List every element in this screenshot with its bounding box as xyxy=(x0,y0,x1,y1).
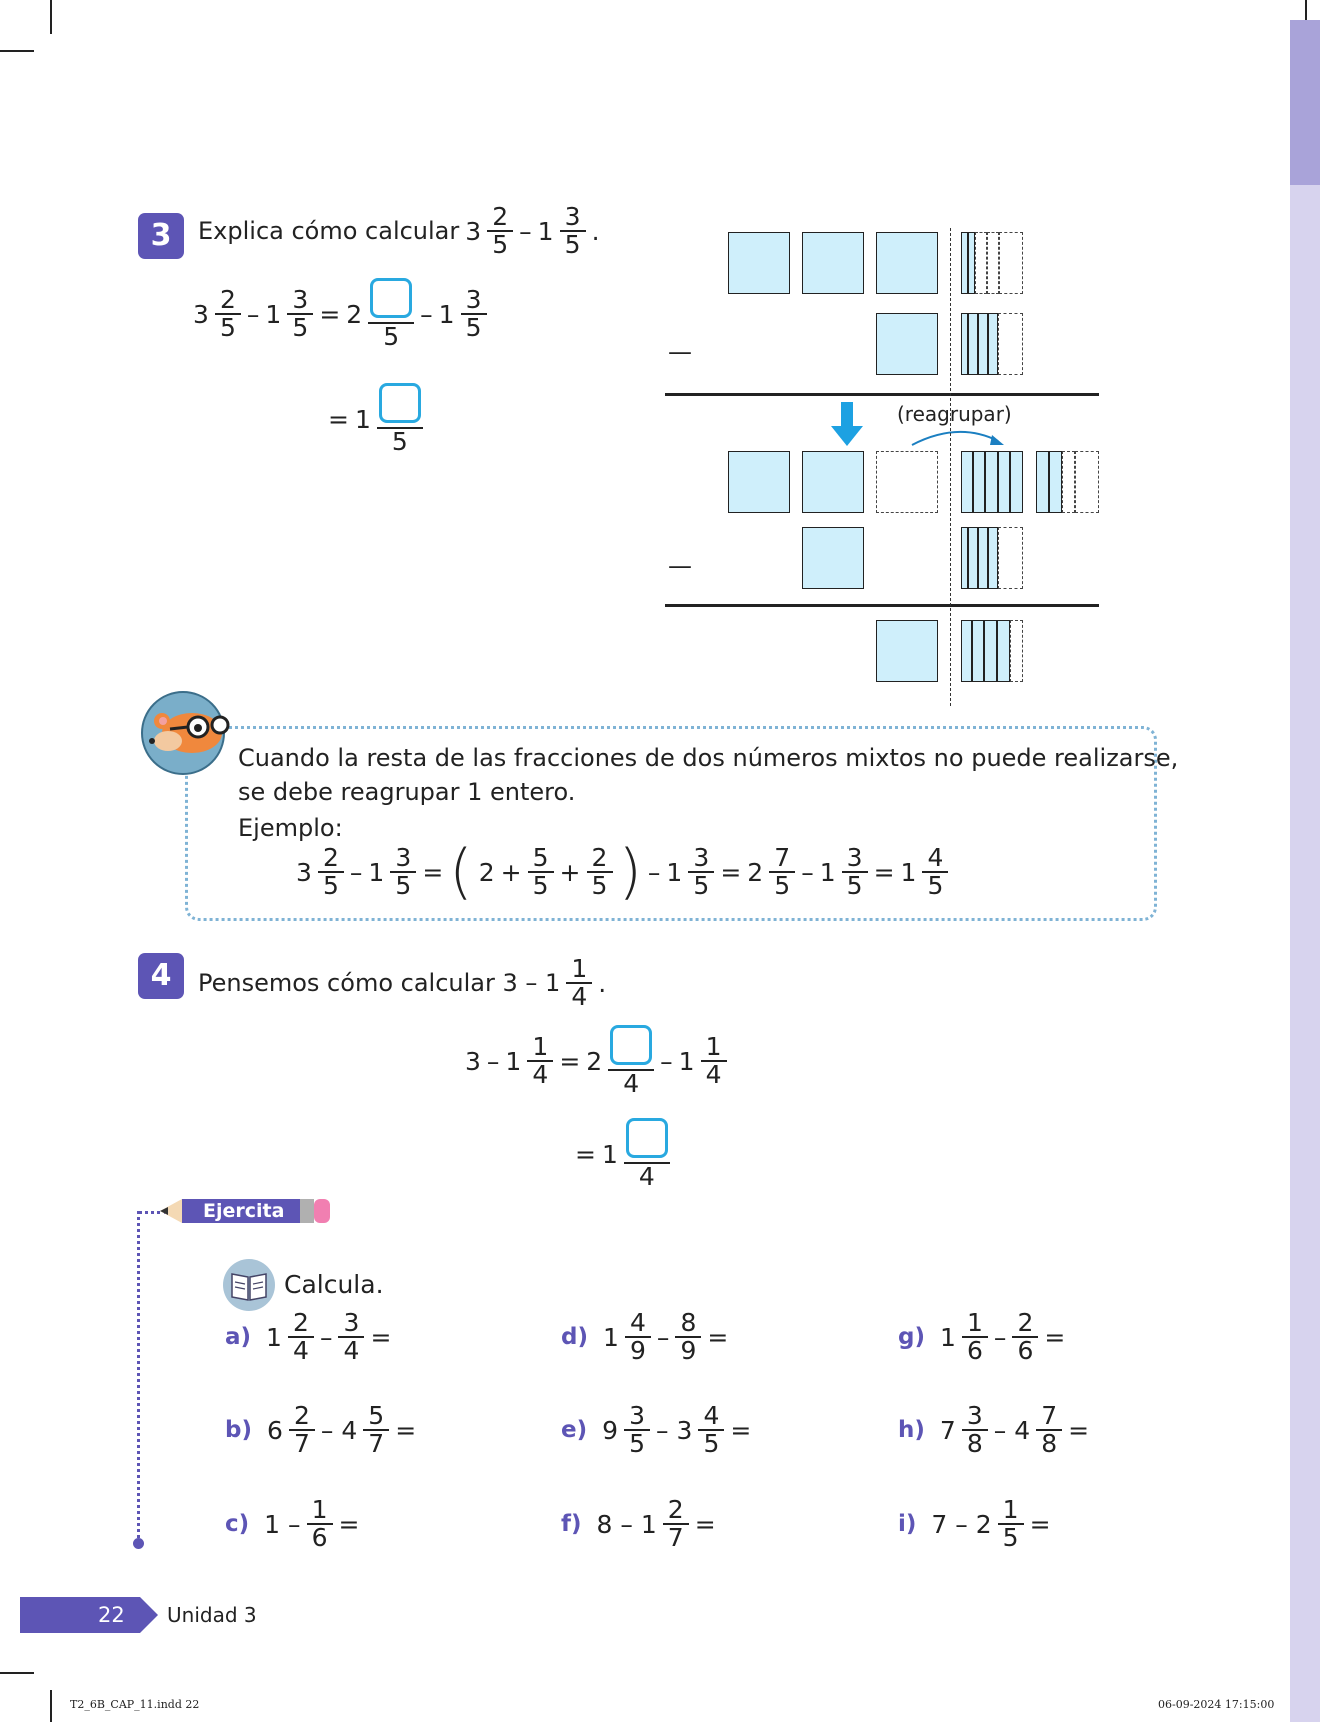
calcula-instruction: Calcula. xyxy=(284,1270,384,1299)
exercise-item: d) 1 $\frac{4}{9}$ – $\frac{8}{9}$ = xyxy=(561,1308,729,1366)
fifth-strip xyxy=(988,527,998,589)
page-number-tab-arrow xyxy=(140,1597,158,1633)
answer-box[interactable] xyxy=(379,383,421,423)
empty-fifth-strip xyxy=(975,232,987,294)
file-info: T2_6B_CAP_11.indd 22 xyxy=(70,1698,200,1711)
empty-fifth-strip xyxy=(1075,451,1099,513)
fifth-strip xyxy=(984,620,997,682)
whole-square xyxy=(728,451,790,513)
fifth-strip xyxy=(961,232,968,294)
fifth-strip xyxy=(1036,451,1049,513)
crop-mark xyxy=(0,1672,34,1674)
open-parenthesis: ( xyxy=(449,837,473,907)
tip-example-label: Ejemplo: xyxy=(238,814,343,842)
reagrupar-label: (reagrupar) xyxy=(897,402,1012,426)
page-side-band-tab xyxy=(1290,20,1320,185)
regrouped-whole-outline xyxy=(876,451,938,513)
whole-square xyxy=(876,232,938,294)
fifth-strip xyxy=(968,527,978,589)
unit-label: Unidad 3 xyxy=(167,1603,257,1627)
problem-4-badge: 4 xyxy=(138,953,184,999)
fifth-strip xyxy=(978,313,988,375)
notebook-icon xyxy=(222,1258,276,1312)
answer-box[interactable] xyxy=(610,1025,652,1065)
empty-fifth-strip xyxy=(999,232,1023,294)
diagram-divider-line xyxy=(665,604,1099,607)
fifth-strip xyxy=(961,451,973,513)
empty-fifth-strip xyxy=(1010,620,1023,682)
whole-square xyxy=(802,232,864,294)
ejercita-tag: Ejercita xyxy=(203,1200,285,1222)
whole-fraction-separator xyxy=(950,228,951,706)
mascot-icon xyxy=(140,689,232,777)
page-number: 22 xyxy=(98,1603,125,1627)
exercise-item: h) 7 $\frac{3}{8}$ – 4 $\frac{7}{8}$ = xyxy=(898,1401,1090,1459)
answer-box[interactable] xyxy=(626,1118,668,1158)
exercise-item: e) 9 $\frac{3}{5}$ – 3 $\frac{4}{5}$ = xyxy=(561,1401,752,1459)
problem-4-equation-line-2: = 1 4 xyxy=(572,1118,673,1190)
fifth-strip xyxy=(985,451,998,513)
ejercita-dotted-line xyxy=(137,1211,140,1544)
ejercita-line-end-dot xyxy=(133,1538,144,1549)
problem-3-badge: 3 xyxy=(138,213,184,259)
fifth-strip xyxy=(973,451,985,513)
minus-sign: — xyxy=(668,552,692,580)
problem-3-title: Explica cómo calcular 3 $\frac{2}{5}$ – 1 $\frac{3}{5}$ . xyxy=(198,202,600,260)
exercise-item: a) 1 $\frac{2}{4}$ – $\frac{3}{4}$ = xyxy=(225,1308,392,1366)
empty-fifth-strip xyxy=(998,313,1023,375)
fifth-strip xyxy=(997,620,1010,682)
exercise-item: i) 7 – 2 $\frac{1}{5}$ = xyxy=(898,1495,1051,1553)
fifth-strip xyxy=(961,620,972,682)
crop-mark xyxy=(50,0,52,34)
crop-mark xyxy=(0,50,34,52)
page-side-band xyxy=(1290,20,1320,1722)
fifth-strip xyxy=(972,620,984,682)
problem-4-title: Pensemos cómo calcular 3 – 1 $\frac{1}{4}$ . xyxy=(198,954,607,1012)
whole-square xyxy=(876,313,938,375)
fifth-strip xyxy=(998,451,1010,513)
whole-square xyxy=(728,232,790,294)
empty-fifth-strip xyxy=(998,527,1023,589)
arrow-down-icon xyxy=(829,402,865,448)
fifth-strip xyxy=(961,313,968,375)
tip-example-equation: 3 $\frac{2}{5}$ – 1 $\frac{3}{5}$ = ( 2 + $\frac{5}{5}$ + $\frac{2}{5}$ ) – 1 $\frac{3}{5}$ = 2 $\frac{7}{5}$ – 1 $\frac{3}{5}$ = 1 $\frac{4}{5}$ xyxy=(293,842,951,902)
minus-sign: — xyxy=(668,338,692,366)
problem-3-equation-line-2: = 1 5 xyxy=(325,383,426,455)
fifth-strip xyxy=(978,527,988,589)
whole-square xyxy=(876,620,938,682)
whole-square xyxy=(802,527,864,589)
fifth-strip xyxy=(1010,451,1023,513)
fifth-strip xyxy=(961,527,968,589)
answer-box[interactable] xyxy=(370,278,412,318)
empty-fifth-strip xyxy=(987,232,999,294)
fifth-strip xyxy=(988,313,998,375)
empty-fifth-strip xyxy=(1062,451,1075,513)
crop-mark xyxy=(50,1690,52,1722)
fifth-strip xyxy=(968,313,978,375)
exercise-item: c) 1 – $\frac{1}{6}$ = xyxy=(225,1495,360,1553)
tip-text-line-2: se debe reagrupar 1 entero. xyxy=(238,778,576,806)
fifth-strip xyxy=(1049,451,1062,513)
timestamp: 06-09-2024 17:15:00 xyxy=(1158,1698,1275,1711)
exercise-item: b) 6 $\frac{2}{7}$ – 4 $\frac{5}{7}$ = xyxy=(225,1401,417,1459)
exercise-item: g) 1 $\frac{1}{6}$ – $\frac{2}{6}$ = xyxy=(898,1308,1066,1366)
fifth-strip xyxy=(968,232,975,294)
curved-arrow-icon xyxy=(908,425,1008,449)
close-parenthesis: ) xyxy=(618,837,642,907)
diagram-divider-line xyxy=(665,393,1099,396)
problem-4-equation-line-1: 3 – 1 $\frac{1}{4}$ = 2 4 – 1 $\frac{1}{4}$ xyxy=(462,1025,730,1097)
problem-3-equation-line-1: 3 $\frac{2}{5}$ – 1 $\frac{3}{5}$ = 2 5 – 1 $\frac{3}{5}$ xyxy=(190,278,490,350)
tip-text-line-1: Cuando la resta de las fracciones de dos números mixtos no puede realizarse, xyxy=(238,744,1179,772)
whole-square xyxy=(802,451,864,513)
exercise-item: f) 8 – 1 $\frac{2}{7}$ = xyxy=(561,1495,716,1553)
